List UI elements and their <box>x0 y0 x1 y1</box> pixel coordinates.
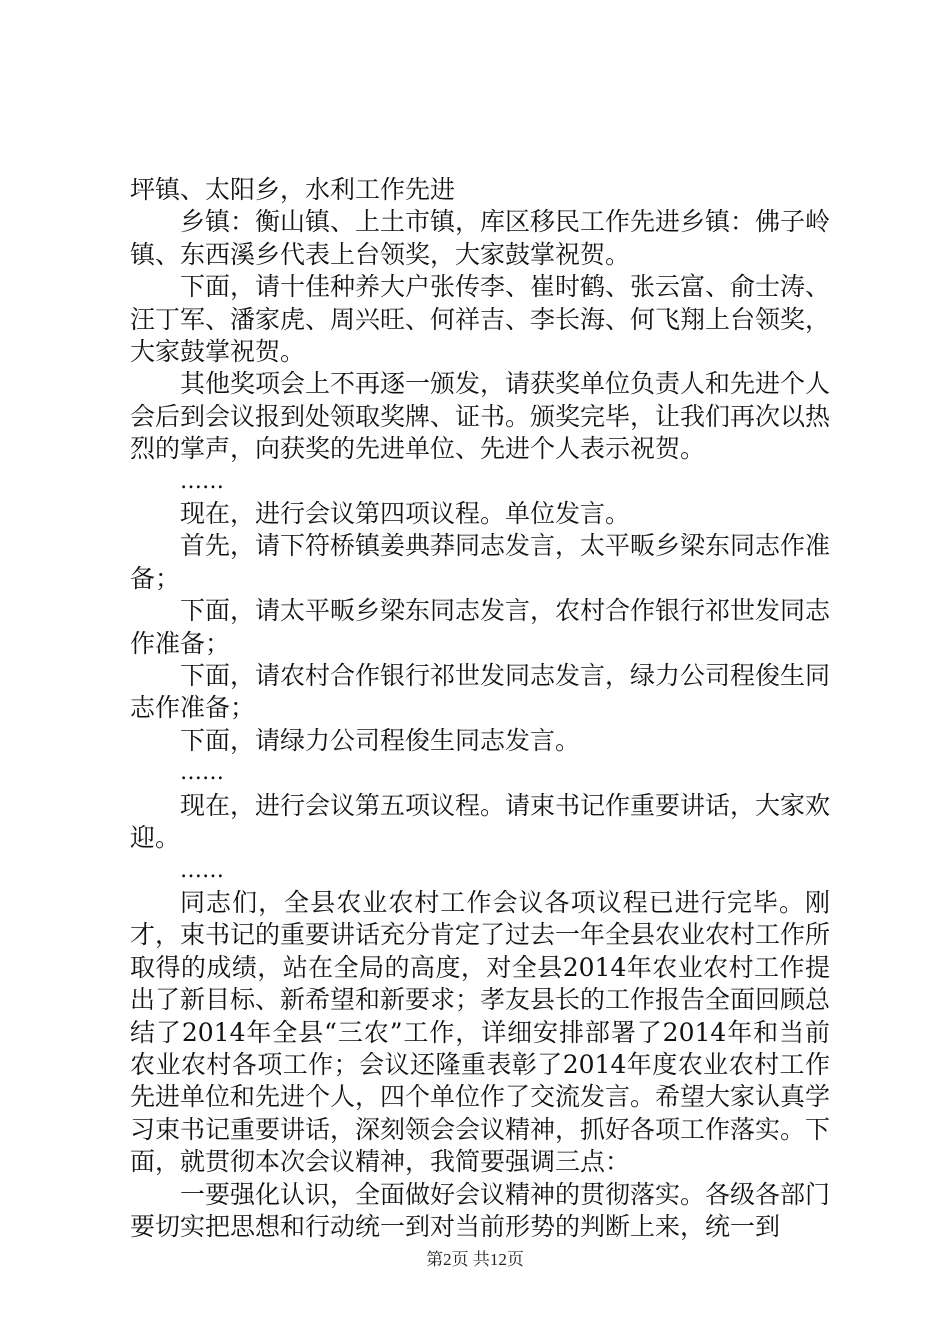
body-paragraph: 一要强化认识，全面做好会议精神的贯彻落实。各级各部门要切实把思想和行动统一到对当前形势的判断上来，统一到 <box>130 1179 831 1241</box>
body-paragraph: 下面，请农村合作银行祁世发同志发言，绿力公司程俊生同志作准备； <box>130 661 831 723</box>
ellipsis-separator: …… <box>180 760 224 786</box>
body-paragraph: 下面，请绿力公司程俊生同志发言。 <box>180 725 581 755</box>
body-paragraph: 同志们，全县农业农村工作会议各项议程已进行完毕。刚才，束书记的重要讲话充分肯定了过去一年全县农业农村工作所取得的成绩，站在全局的高度，对全县2014年农业农村工作提出了新目标、新希望和新要求；孝友县长的工作报告全面回顾总结了2014年全县“三农”工作，详细安排部署了2014年和当前农业农村各项工作；会议还隆重表彰了2014年度农业农村工作先进单位和先进个人，四个单位作了交流发言。希望大家认真学习束书记重要讲话，深刻领会会议精神，抓好各项工作落实。下面，就贯彻本次会议精神，我简要强调三点： <box>130 887 831 1177</box>
body-paragraph: 现在，进行会议第五项议程。请束书记作重要讲话，大家欢迎。 <box>130 790 831 853</box>
document-body <box>130 174 830 1243</box>
body-paragraph: 首先，请下符桥镇姜典莽同志发言，太平畈乡梁东同志作准备； <box>130 531 831 593</box>
body-paragraph: 现在，进行会议第四项议程。单位发言。 <box>180 499 631 529</box>
body-paragraph: 坪镇、太阳乡，水利工作先进 <box>130 175 456 204</box>
body-paragraph: 乡镇：衡山镇、上土市镇，库区移民工作先进乡镇：佛子岭镇、东西溪乡代表上台领奖，大家鼓掌祝贺。 <box>130 207 831 269</box>
body-paragraph: 其他奖项会上不再逐一颁发，请获奖单位负责人和先进个人会后到会议报到处领取奖牌、证书。颁奖完毕，让我们再次以热烈的掌声，向获奖的先进单位、先进个人表示祝贺。 <box>130 369 831 464</box>
body-paragraph: 下面，请太平畈乡梁东同志发言，农村合作银行祁世发同志作准备； <box>130 596 831 658</box>
ellipsis-separator: …… <box>180 857 224 883</box>
page-footer: 第2页 共12页 <box>426 1250 524 1269</box>
body-paragraph: 下面，请十佳种养大户张传李、崔时鹤、张云富、俞士涛、汪丁军、潘家虎、周兴旺、何祥吉、李长海、何飞翔上台领奖，大家鼓掌祝贺。 <box>130 272 831 367</box>
ellipsis-separator: …… <box>180 468 224 494</box>
